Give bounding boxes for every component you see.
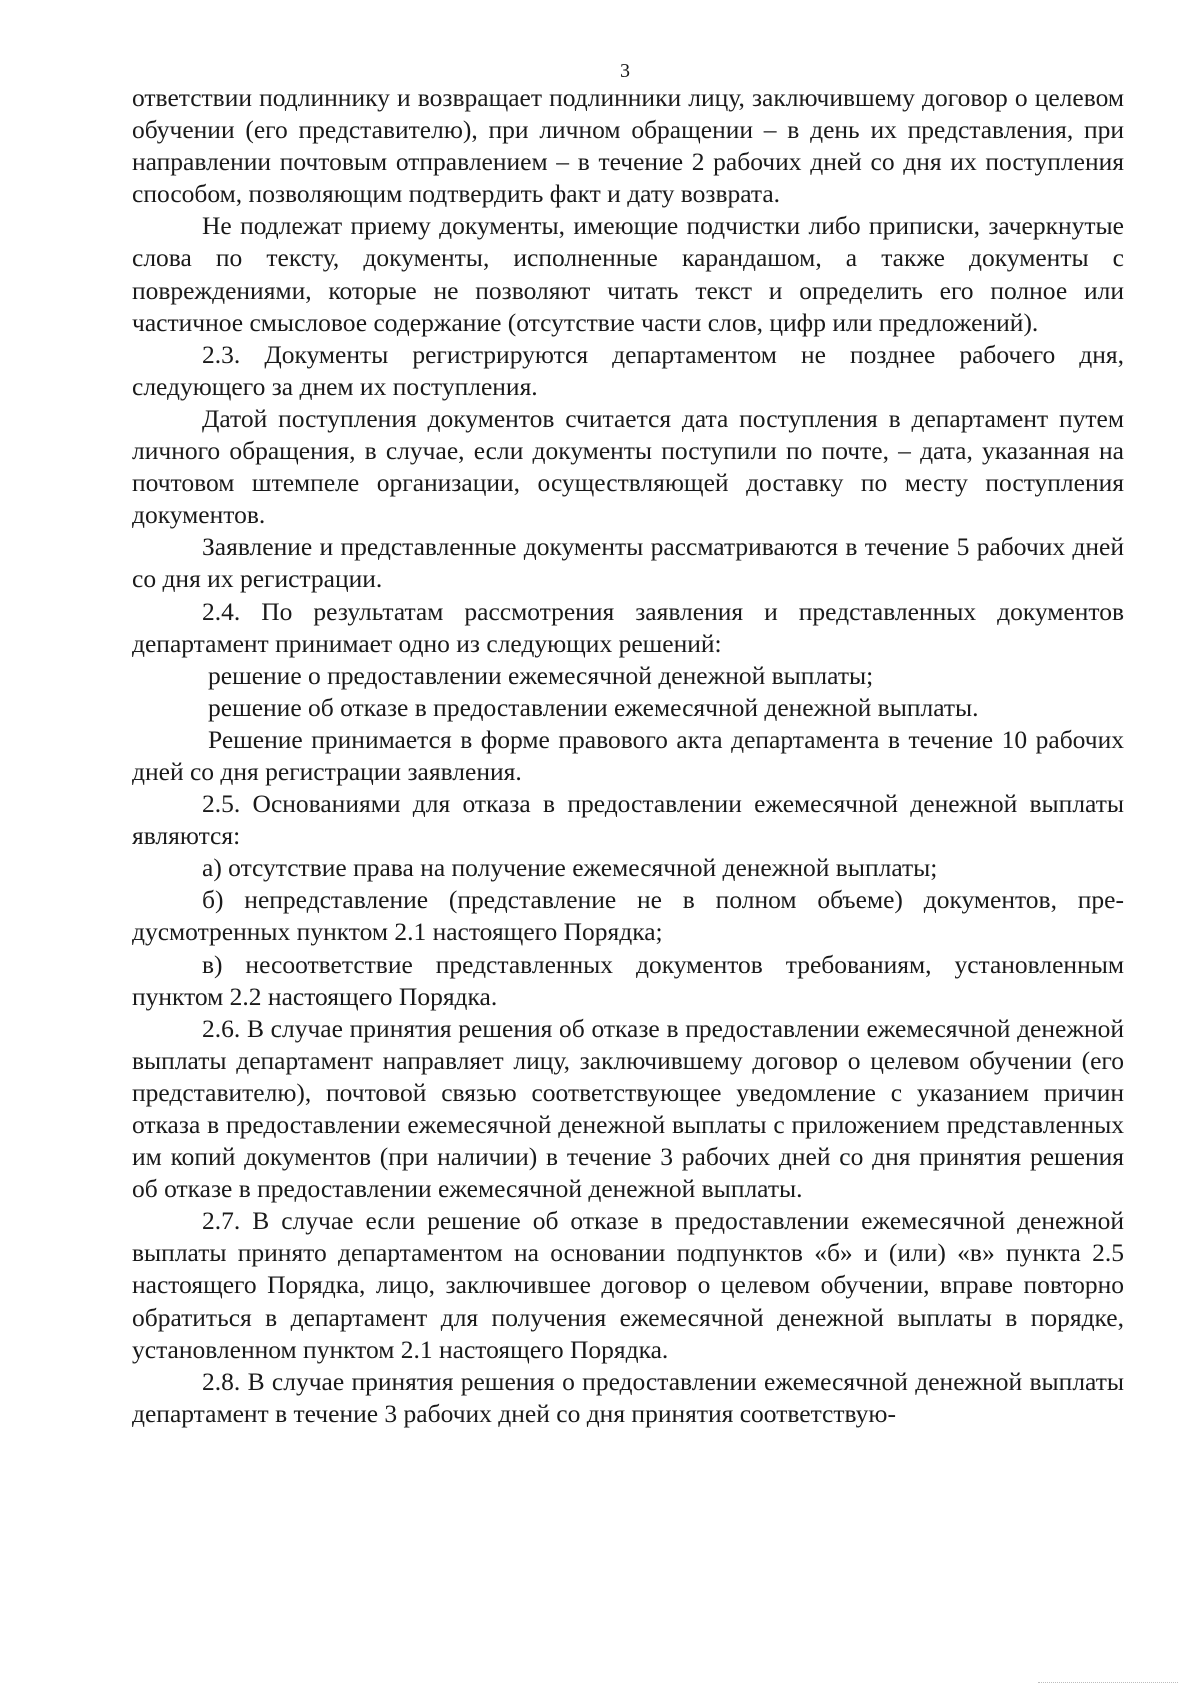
- paragraph-continuation: ответствии подлиннику и возвращает подлинники лицу, заключившему договор о целевом обучении (его представителю), при личном обращении – в день их представления, при направлении почтовым отправлением – в течение 2 рабочих дней со дня их поступления способом, позволяющим подтвердить факт и дату возврата.: [132, 83, 1124, 209]
- scan-edge-mark: [1038, 1682, 1178, 1691]
- paragraph-2-3: 2.3. Документы регистрируются департаментом не позднее рабочего дня, следующего за днем их поступления.: [132, 339, 1124, 401]
- list-item-a: а) отсутствие права на получение ежемесячной денежной выплаты;: [202, 853, 938, 883]
- list-item-decision-refuse: решение об отказе в предоставлении ежемесячной денежной выплаты.: [208, 692, 979, 722]
- paragraph-decision-form: Решение принимается в форме правового акта департамента в течение 10 рабочих дней со дня регистрации заявления.: [132, 724, 1124, 786]
- document-body: [132, 82, 1124, 1430]
- paragraph-2-5: 2.5. Основаниями для отказа в предоставлении ежемесячной денежной выплаты являются:: [132, 789, 1124, 851]
- paragraph-2-7: 2.7. В случае если решение об отказе в предоставлении ежемесячной денежной выплаты принято департаментом на основании подпунктов «б» и (или) «в» пункта 2.5 настоящего Порядка, лицо, заключившее договор о целевом обучении, вправе повторно обратиться в департамент для получения ежемесячной денежной выплаты в порядке, установленном пунктом 2.1 настоящего Порядка.: [132, 1206, 1124, 1364]
- page-number: 3: [620, 60, 630, 82]
- paragraph-2-8: 2.8. В случае принятия решения о предоставлении ежемесячной денежной выплаты департамент в течение 3 рабочих дней со дня принятия соответствую-: [132, 1366, 1124, 1428]
- paragraph-receipt-date: Датой поступления документов считается дата поступления в департамент путем личного обращения, в случае, если документы поступили по почте, – дата, указанная на почтовом штемпеле организации, осуществляющей доставку по месту поступления документов.: [132, 403, 1124, 530]
- list-item-v: в) несоответствие представленных документов требованиям, установленным пунктом 2.2 настоящего Порядка.: [132, 949, 1124, 1011]
- paragraph-2-6: 2.6. В случае принятия решения об отказе в предоставлении ежемесячной денежной выплаты департамент направляет лицу, заключившему договор о целевом обучении (его представителю), почтовой связью соответствующее уведомление с указанием причин отказа в предоставлении ежемесячной денежной выплаты с приложением представленных им копий документов (при наличии) в течение 3 рабочих дней со дня принятия решения об отказе в предоставлении ежемесячной денежной выплаты.: [132, 1013, 1124, 1204]
- list-item-b: б) непредставление (представление не в полном объеме) документов, предусмотренных пунктом 2.1 настоящего Порядка;: [132, 885, 1124, 947]
- list-item-decision-grant: решение о предоставлении ежемесячной денежной выплаты;: [208, 660, 874, 690]
- paragraph-2-4: 2.4. По результатам рассмотрения заявления и представленных документов департамент принимает одно из следующих решений:: [132, 596, 1124, 658]
- paragraph-rejection-criteria: Не подлежат приему документы, имеющие подчистки либо приписки, зачеркнутые слова по тексту, документы, исполненные карандашом, а также документы с повреждениями, которые не позволяют читать текст и определить его полное или частичное смысловое содержание (отсутствие части слов, цифр или предложений).: [132, 211, 1124, 337]
- paragraph-review-period: Заявление и представленные документы рассматриваются в течение 5 рабочих дней со дня их регистрации.: [132, 532, 1124, 594]
